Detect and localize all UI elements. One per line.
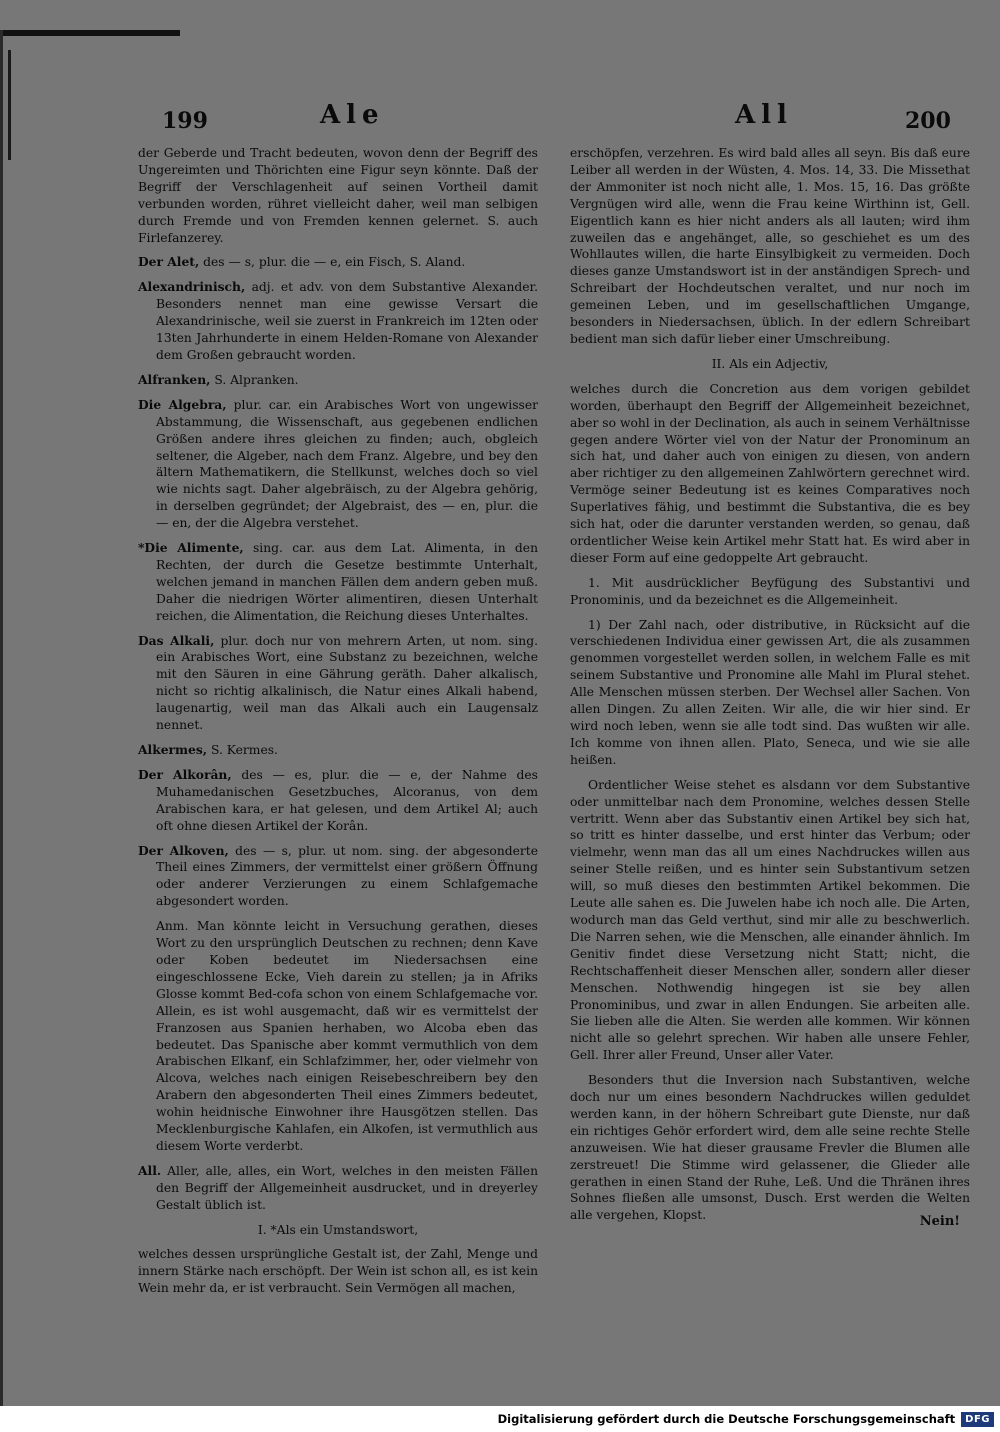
- entry-text: 1) Der Zahl nach, oder distributive, in Rücksicht auf die verschiedenen Individua einer gewissen Art, die als zusammen genommen vorgestellet werden sollen, in welchem Falle es mit seinem Substantive und Pronomine alle Mahl im Plural stehet. Alle Menschen müssen sterben. Der Wechsel aller Sachen. Von allen Dingen. Zu allen Zeiten. Wir alle, die wir hier sind. Er wird noch leben, wenn sie alle todt sind. Das wußten wir alle. Ich komme von ihnen allen. Plato, Seneca, und wie sie alle heißen.: [570, 617, 970, 767]
- entry-lemma: *Die Alimente,: [138, 540, 244, 556]
- dictionary-paragraph: [570, 145, 970, 348]
- dictionary-paragraph: [138, 372, 538, 389]
- dictionary-paragraph: [570, 381, 970, 567]
- dictionary-paragraph: [138, 843, 538, 911]
- footer-credit: Digitalisierung gefördert durch die Deutsche Forschungsgemeinschaft: [497, 1412, 956, 1426]
- entry-text: erschöpfen, verzehren. Es wird bald alles all seyn. Bis daß eure Leiber all werden in der Wüsten, 4. Mos. 14, 33. Die Missethat der Ammoniter ist noch nicht alle, 1. Mos. 15, 16. Das größte Vergnügen wird alle, wenn die Frau keine Wirthinn ist, Gell. Eigentlich kann es hier nicht anders als all lauten; wird ihm zuweilen das e angehänget, alle, so geschiehet es um des Wohllautes willen, die harte Einsylbigkeit zu vermeiden. Doch dieses ganze Umstandswort ist in der anständigen Sprech- und Schreibart der Hochdeutschen veraltet, und nur noch im gemeinen Leben, und im gesellschaftlichen Umgange, besonders in Niedersachsen, üblich. In der edlern Schreibart bedient man sich dafür lieber einer Umschreibung.: [570, 146, 970, 346]
- entry-text: S. Kermes.: [207, 743, 278, 757]
- dfg-logo: DFG: [961, 1412, 994, 1427]
- entry-text: plur. car. ein Arabisches Wort von ungewisser Abstammung, die Wissenschaft, aus gegebenen endlichen Größen andere ihres gleichen zu finden; auch, obgleich seltener, die Algeber, nach dem Franz. Algebre, und bey den ältern Mathematikern, die Stellkunst, welches doch so viel wie nichts sagt. Daher algebräisch, zu der Algebra gehörig, in derselben gegründet; der Algebraist, des — en, plur. die — en, der die Algebra verstehet.: [156, 397, 538, 531]
- entry-lemma: All.: [138, 1162, 162, 1178]
- footer-bar: [0, 1406, 1000, 1432]
- entry-text: 1. Mit ausdrücklicher Beyfügung des Substantivi und Pronominis, und da bezeichnet es die Allgemeinheit.: [570, 575, 970, 607]
- entry-text: sing. car. aus dem Lat. Alimenta, in den Rechten, der durch die Gesetze bestimmte Unterhalt, welchen jemand in manchen Fällen dem andern geben muß. Daher die niedrigen Wörter alimentiren, diesen Unterhalt reichen, die Alimentation, die Reichung dieses Unterhaltes.: [156, 541, 538, 623]
- scan-border-top: [0, 30, 180, 36]
- dictionary-paragraph: [138, 918, 538, 1155]
- entry-text: des — s, plur. ut nom. sing. der abgesonderte Theil eines Zimmers, der vermittelst einer größern Öffnung oder anderer Verzierungen zu einem Schlafgemache abgesondert worden.: [156, 843, 538, 909]
- entry-lemma: Der Alkoven,: [138, 842, 229, 858]
- dictionary-paragraph: [138, 279, 538, 364]
- dictionary-paragraph: [570, 617, 970, 769]
- entry-text: adj. et adv. von dem Substantive Alexander. Besonders nennet man eine gewisse Versart die Alexandrinische, weil sie zuerst in Frankreich im 12ten oder 13ten Jahrhunderte in einem Helden-Romane von Alexander dem Großen gebraucht worden.: [156, 280, 538, 362]
- dictionary-paragraph: [138, 397, 538, 532]
- entry-text: Besonders thut die Inversion nach Substantiven, welche doch nur um eines besondern Nachdruckes willen geduldet werden kann, in der höhern Schreibart gute Dienste, nur daß ein richtiges Gehör erfordert wird, dem alle seine rechte Stelle anzuweisen. Wie hat dieser grausame Frevler die Blumen alle zerstreuet! Die Stimme wird gelassener, die Glieder alle gerathen in einen Stand der Ruhe, Leß. Und die Thränen ihres Sohnes fließen alle umsonst, Dusch. Erst werden die Welten alle vergehen, Klopst.: [570, 1073, 970, 1223]
- right-running-head: All: [735, 100, 793, 130]
- dictionary-paragraph: [138, 1222, 538, 1239]
- scan-border-left: [0, 30, 3, 1410]
- entry-text: Ordentlicher Weise stehet es alsdann vor dem Substantive oder unmittelbar nach dem Pronomine, welches dessen Stelle vertritt. Wenn aber das Substantiv einen Artikel bey sich hat, so tritt es hinter dasselbe, und erst hinter das Verbum; oder vielmehr, wenn man das all um eines Nachdruckes willen aus seiner Stelle reißen, und es hinter sein Substantivum setzen will, so muß dieses den bestimmten Artikel bekommen. Die Leute alle sahen es. Die Juwelen habe ich noch alle. Die Arten, wodurch man das Geld verthut, sind mir alle zu beschwerlich. Die Narren sehen, wie die Menschen, alle einander ähnlich. Im Genitiv findet diese Versetzung nicht Statt; nicht, die Rechtschaffenheit dieser Menschen aller, sondern aller dieser Menschen. Nothwendig hingegen ist sie bey allen Pronominibus, und zwar in allen Endungen. Sie arbeiten alle. Sie lieben alle die Alten. Sie werden alle kommen. Wir können nicht alle so gelehrt sprechen. Wir haben alle unsere Fehler, Gell. Ihrer aller Freund, Unser aller Vater.: [570, 777, 970, 1063]
- dictionary-paragraph: [138, 1246, 538, 1297]
- entry-lemma: Der Alet,: [138, 254, 200, 270]
- entry-text: Anm. Man könnte leicht in Versuchung gerathen, dieses Wort zu den ursprünglich Deutschen zu rechnen; denn Kave oder Koben bedeutet im Niedersachsen eine eingeschlossene Ecke, Vieh darein zu stellen; ja in Afriks Glosse kommt Bed-cofa schon von einem Schlafgemache vor. Allein, es ist wohl ausgemacht, daß wir es vermittelst der Franzosen aus Spanien herhaben, wo Alcoba eben das bedeutet. Das Spanische aber kommt vermuthlich von dem Arabischen Elkanf, ein Schlafzimmer, her, oder vielmehr von Alcova, welches nach einigen Reisebeschreibern bey den Arabern den abgesonderten Theil eines Zimmers bedeutet, wohin heidnische Einwohner ihre Hausgötzen stellen. Das Mecklenburgische Kahlafen, ein Alkofen, ist vermuthlich aus diesem Worte verderbt.: [156, 919, 538, 1153]
- left-running-head: Ale: [320, 100, 385, 130]
- entry-text: plur. doch nur von mehrern Arten, ut nom. sing. ein Arabisches Wort, eine Substanz zu bezeichnen, welche mit den Säuren in eine Gährung geräth. Daher alkalisch, nicht so richtig alkalinisch, die Natur eines Alkali habend, laugenartig, weil man das Alkali auch ein Laugensalz nennet.: [156, 633, 538, 733]
- dictionary-paragraph: [138, 1163, 538, 1214]
- entry-text: welches durch die Concretion aus dem vorigen gebildet worden, überhaupt den Begriff der Allgemeinheit bezeichnet, aber so wohl in der Declination, als auch in seinem Verhältnisse gegen andere Wörter viel von der Natur der Pronominum an sich hat, und daher auch von einigen zu diesen, von andern aber richtiger zu den allgemeinen Zahlwörtern gerechnet wird. Vermöge seiner Bedeutung ist es keines Comparatives noch Superlatives fähig, und bestimmt die Substantiva, die es bey sich hat, oder die darunter verstanden werden, so genau, daß ordentlicher Weise kein Artikel mehr Statt hat. Es wird aber in dieser Form auf eine gedoppelte Art gebraucht.: [570, 381, 970, 565]
- dictionary-paragraph: [570, 777, 970, 1064]
- left-column: [138, 145, 538, 1305]
- entry-text: S. Alpranken.: [210, 372, 299, 387]
- dictionary-paragraph: [570, 356, 970, 373]
- binding-mark: [8, 50, 25, 160]
- right-column: [570, 145, 970, 1232]
- dictionary-paragraph: [138, 633, 538, 734]
- dictionary-paragraph: [138, 742, 538, 759]
- catchword: Nein!: [919, 1214, 960, 1229]
- entry-lemma: Alfranken,: [138, 371, 211, 387]
- dictionary-paragraph: [570, 1072, 970, 1224]
- dictionary-paragraph: [138, 254, 538, 271]
- dictionary-paragraph: [138, 767, 538, 835]
- entry-lemma: Die Algebra,: [138, 396, 227, 412]
- dictionary-paragraph: [138, 145, 538, 246]
- entry-text: des — s, plur. die — e, ein Fisch, S. Aland.: [199, 255, 466, 270]
- entry-text: II. Als ein Adjectiv,: [711, 356, 829, 371]
- dictionary-paragraph: [570, 575, 970, 609]
- entry-lemma: Der Alkorân,: [138, 766, 232, 782]
- entry-text: welches dessen ursprüngliche Gestalt ist, der Zahl, Menge und innern Stärke nach erschöpft. Der Wein ist schon all, es ist kein Wein mehr da, er ist verbraucht. Sein Vermögen all machen,: [138, 1247, 538, 1296]
- entry-text: der Geberde und Tracht bedeuten, wovon denn der Begriff des Ungereimten und Thörichten eine Figur seyn könnte. Daß der Begriff der Verschlagenheit auf seinen Vortheil damit verbunden worden, rühret vielleicht daher, weil man selbigen durch Fremde und von Fremden kennen gelernet. S. auch Firlefanzerey.: [138, 146, 538, 245]
- entry-text: I. *Als ein Umstandswort,: [257, 1222, 419, 1237]
- entry-text: des — es, plur. die — e, der Nahme des Muhamedanischen Gesetzbuches, Alcoranus, von dem Arabischen kara, er hat gelesen, und dem Artikel Al; auch oft ohne diesen Artikel der Korân.: [156, 767, 538, 833]
- entry-text: Aller, alle, alles, ein Wort, welches in den meisten Fällen den Begriff der Allgemeinheit ausdrucket, und in dreyerley Gestalt üblich ist.: [156, 1163, 538, 1212]
- dictionary-paragraph: [138, 540, 538, 625]
- entry-lemma: Alkermes,: [138, 742, 208, 757]
- left-page-number: 199: [162, 108, 208, 134]
- entry-lemma: Das Alkali,: [138, 632, 215, 648]
- entry-lemma: Alexandrinisch,: [138, 279, 246, 295]
- right-page-number: 200: [905, 108, 951, 134]
